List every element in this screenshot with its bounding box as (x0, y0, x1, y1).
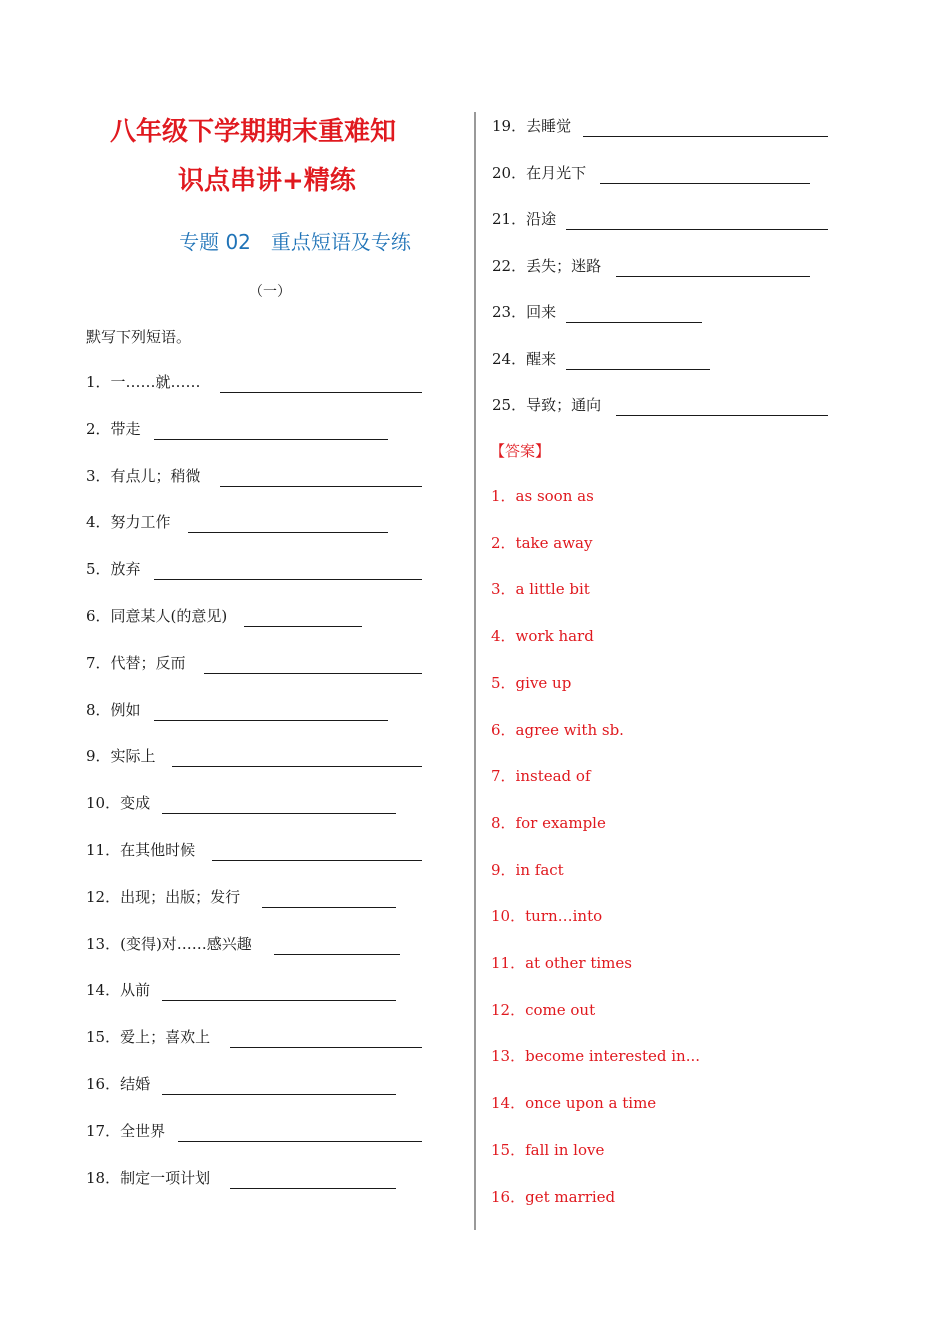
column-divider (474, 112, 476, 1230)
question-text: 有点儿；稍微 (110, 466, 201, 485)
answer-blank-line[interactable] (274, 954, 400, 955)
question-item (492, 162, 810, 184)
question-number: 15． (86, 1028, 121, 1047)
answer-blank-line[interactable] (162, 1000, 396, 1001)
question-number: 24． (492, 349, 527, 368)
question-number: 5． (86, 560, 111, 579)
answer-blank-line[interactable] (220, 486, 422, 487)
question-text: 结婚 (120, 1075, 151, 1093)
question-number: 23． (492, 303, 527, 321)
question-number: 3． (86, 466, 111, 485)
answer-blank-line[interactable] (566, 322, 702, 323)
question-text: 同意某人(的意见) (110, 607, 228, 625)
question-item (86, 1167, 396, 1189)
question-text: 例如 (110, 700, 141, 719)
question-text: 全世界 (120, 1121, 166, 1140)
question-text: 制定一项计划 (120, 1168, 211, 1187)
question-text: 导致；通向 (526, 396, 602, 414)
answer-item: 12．come out (491, 1000, 596, 1019)
answer-blank-line[interactable] (172, 766, 422, 767)
answer-blank-line[interactable] (244, 626, 362, 627)
answer-heading: 【答案】 (490, 442, 551, 460)
question-number: 12． (86, 887, 121, 906)
question-item (492, 348, 710, 370)
question-item (86, 418, 388, 440)
answer-item: 4．work hard (491, 627, 594, 646)
question-item (492, 301, 702, 323)
question-item (86, 605, 362, 627)
question-item (86, 511, 388, 533)
answer-item: 16．get married (491, 1187, 616, 1206)
answer-blank-line[interactable] (220, 392, 422, 393)
answer-blank-line[interactable] (566, 369, 710, 370)
answer-item: 5．give up (491, 673, 572, 692)
answer-item: 1．as soon as (491, 487, 594, 505)
question-item (492, 208, 828, 230)
question-text: 努力工作 (110, 513, 171, 532)
question-number: 17． (86, 1121, 121, 1140)
question-item (86, 371, 422, 393)
question-text: 带走 (110, 419, 141, 438)
document-title-line1: 八年级下学期期末重难知 (110, 117, 397, 147)
question-text: 丢失；迷路 (526, 256, 602, 275)
answer-item: 6．agree with sb. (491, 720, 624, 739)
answer-blank-line[interactable] (262, 907, 396, 908)
question-text: (变得)对……感兴趣 (120, 934, 252, 953)
instruction-text: 默写下列短语。 (86, 328, 192, 346)
question-item (86, 1073, 396, 1095)
question-item (492, 115, 828, 137)
document-subtitle: 专题 02 重点短语及专练 (179, 230, 411, 254)
answer-blank-line[interactable] (154, 579, 422, 580)
question-number: 25． (492, 396, 527, 414)
question-number: 7． (86, 653, 111, 672)
answer-item: 10．turn…into (491, 907, 603, 926)
question-number: 18． (86, 1168, 121, 1187)
question-number: 13． (86, 934, 121, 953)
question-number: 4． (86, 513, 111, 532)
question-item (86, 652, 422, 674)
answer-item: 3．a little bit (491, 580, 590, 599)
question-item (86, 933, 400, 955)
question-number: 14． (86, 981, 121, 1000)
answer-blank-line[interactable] (600, 183, 810, 184)
question-item (86, 792, 396, 814)
answer-item: 9．in fact (491, 860, 564, 879)
answer-blank-line[interactable] (583, 136, 828, 137)
answer-blank-line[interactable] (154, 720, 388, 721)
answer-blank-line[interactable] (616, 276, 810, 277)
question-text: 沿途 (526, 210, 557, 228)
answer-blank-line[interactable] (230, 1188, 396, 1189)
answer-blank-line[interactable] (162, 1094, 396, 1095)
answer-item: 7．instead of (491, 767, 591, 786)
answer-blank-line[interactable] (212, 860, 422, 861)
question-number: 10． (86, 794, 121, 813)
question-text: 代替；反而 (110, 653, 186, 672)
question-number: 11． (86, 841, 121, 859)
question-item (86, 699, 388, 721)
question-text: 爱上；喜欢上 (120, 1028, 211, 1047)
question-number: 9． (86, 747, 111, 766)
question-item (86, 979, 396, 1001)
question-item (86, 465, 422, 487)
answer-item: 11．at other times (491, 954, 632, 972)
answer-blank-line[interactable] (204, 673, 422, 674)
question-number: 21． (492, 210, 527, 228)
question-text: 回来 (526, 303, 557, 321)
question-text: 醒来 (526, 349, 557, 368)
answer-item: 8．for example (491, 813, 606, 832)
question-text: 出现；出版；发行 (120, 887, 241, 906)
question-number: 8． (86, 700, 111, 719)
question-text: 放弃 (110, 560, 141, 579)
answer-blank-line[interactable] (230, 1047, 422, 1048)
question-number: 19． (492, 117, 527, 135)
question-number: 1． (86, 373, 111, 391)
question-item (86, 745, 422, 767)
question-text: 变成 (120, 794, 151, 813)
document-title-line2: 识点串讲+精练 (178, 166, 356, 196)
answer-item: 15．fall in love (491, 1140, 605, 1159)
question-item (86, 886, 396, 908)
question-number: 22． (492, 256, 527, 275)
question-number: 20． (492, 163, 527, 182)
question-text: 在月光下 (526, 163, 587, 182)
question-item (86, 1026, 422, 1048)
question-text: 一……就…… (110, 373, 201, 391)
answer-blank-line[interactable] (178, 1141, 422, 1142)
question-item (492, 394, 828, 416)
answer-blank-line[interactable] (154, 439, 388, 440)
answer-item: 14．once upon a time (491, 1094, 657, 1113)
question-number: 6． (86, 607, 111, 625)
question-item (86, 839, 422, 861)
answer-item: 13．become interested in... (491, 1047, 701, 1066)
answer-item: 2．take away (491, 533, 593, 552)
question-text: 在其他时候 (120, 841, 196, 859)
question-text: 从前 (120, 981, 151, 1000)
answer-blank-line[interactable] (188, 532, 388, 533)
question-text: 实际上 (110, 747, 156, 766)
question-item (86, 558, 422, 580)
answer-blank-line[interactable] (616, 415, 828, 416)
question-item (86, 1120, 422, 1142)
question-number: 2． (86, 419, 111, 438)
question-item (492, 255, 810, 277)
answer-blank-line[interactable] (566, 229, 828, 230)
question-number: 16． (86, 1075, 121, 1093)
answer-blank-line[interactable] (162, 813, 396, 814)
question-text: 去睡觉 (526, 117, 572, 135)
section-mark: （一） (249, 284, 291, 300)
